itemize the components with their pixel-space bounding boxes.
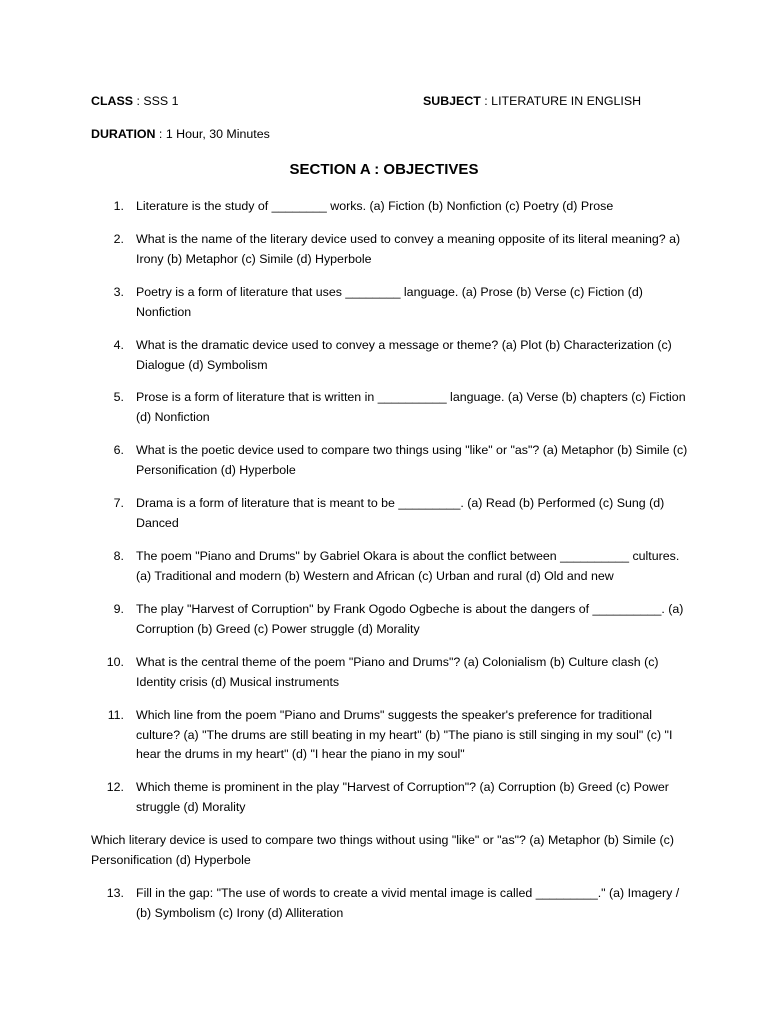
class-info xyxy=(91,92,178,112)
question-number: 11. xyxy=(107,708,124,722)
question-text: Fill in the gap: "The use of words to create a vivid mental image is called _________." (a) Imagery / (b) Symbolism (c) Irony (d) Alliteration xyxy=(136,886,680,920)
question-text: Poetry is a form of literature that uses ________ language. (a) Prose (b) Verse (c) Fiction (d) Nonfiction xyxy=(136,285,643,319)
question-number: 6. xyxy=(113,443,124,457)
unnumbered-question: Which literary device is used to compare two things without using "like" or "as"? (a) Metaphor (b) Simile (c) Personification (d) Hyperbole xyxy=(91,833,674,867)
question-text: The play "Harvest of Corruption" by Frank Ogodo Ogbeche is about the dangers of __________. (a) Corruption (b) Greed (c) Power struggle (d) Morality xyxy=(136,602,684,636)
class-separator: : xyxy=(133,94,144,108)
question-text: The poem "Piano and Drums" by Gabriel Okara is about the conflict between __________ cultures. (a) Traditional and modern (b) Western and African (c) Urban and rural (d) Old and new xyxy=(136,549,680,583)
question-text: Which theme is prominent in the play "Harvest of Corruption"? (a) Corruption (b) Greed (c) Power struggle (d) Morality xyxy=(136,780,669,814)
class-label: CLASS xyxy=(91,94,133,108)
duration-label: DURATION xyxy=(91,127,156,141)
question-number: 12. xyxy=(106,780,124,794)
question-number: 9. xyxy=(113,602,124,616)
question-text: What is the poetic device used to compare two things using "like" or "as"? (a) Metaphor (b) Simile (c) Personification (d) Hyperbole xyxy=(136,443,688,477)
question-number: 8. xyxy=(113,549,124,563)
question-number: 3. xyxy=(113,285,124,299)
question-number: 4. xyxy=(113,338,124,352)
section-title: SECTION A : OBJECTIVES xyxy=(289,161,479,178)
subject-value: LITERATURE IN ENGLISH xyxy=(491,94,642,108)
duration-info xyxy=(91,125,270,145)
class-value: SSS 1 xyxy=(143,94,179,108)
question-number: 7. xyxy=(113,496,124,510)
duration-separator: : xyxy=(155,127,166,141)
question-text: Literature is the study of ________ works. (a) Fiction (b) Nonfiction (c) Poetry (d) Prose xyxy=(136,199,614,213)
duration-value: 1 Hour, 30 Minutes xyxy=(165,127,270,141)
subject-info xyxy=(423,92,641,112)
subject-label: SUBJECT xyxy=(423,94,481,108)
question-text: Drama is a form of literature that is meant to be _________. (a) Read (b) Performed (c) Sung (d) Danced xyxy=(136,496,665,530)
question-text: Prose is a form of literature that is written in __________ language. (a) Verse (b) chapters (c) Fiction (d) Nonfiction xyxy=(136,390,686,424)
question-text: What is the dramatic device used to convey a message or theme? (a) Plot (b) Characterization (c) Dialogue (d) Symbolism xyxy=(136,338,672,372)
question-number: 1. xyxy=(113,199,124,213)
question-text: Which line from the poem "Piano and Drums" suggests the speaker's preference for traditional culture? (a) "The drums are still beating in my heart" (b) "The piano is still singing in my soul" (c) "I hear the drums in my heart" (d) "I hear the piano in my soul" xyxy=(136,708,673,762)
question-number: 2. xyxy=(113,232,124,246)
question-text: What is the central theme of the poem "Piano and Drums"? (a) Colonialism (b) Culture clash (c) Identity crisis (d) Musical instruments xyxy=(136,655,659,689)
question-number: 5. xyxy=(113,390,124,404)
exam-header xyxy=(91,92,691,112)
question-number: 13. xyxy=(106,886,124,900)
question-number: 10. xyxy=(106,655,124,669)
question-text: What is the name of the literary device used to convey a meaning opposite of its literal meaning? a) Irony (b) Metaphor (c) Simile (d) Hyperbole xyxy=(136,232,681,266)
subject-separator: : xyxy=(480,94,492,108)
